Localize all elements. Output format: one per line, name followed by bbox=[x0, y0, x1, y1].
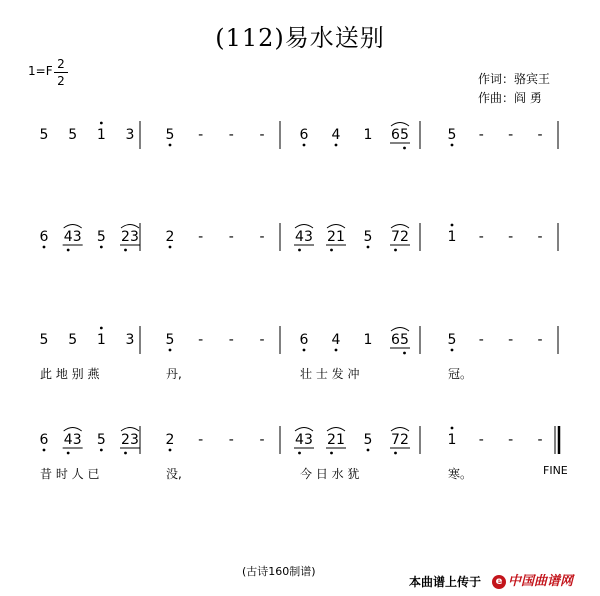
slur-arc bbox=[391, 328, 409, 332]
song-title: (112)易水送别 bbox=[215, 24, 385, 52]
note-digit: 2 bbox=[121, 432, 130, 448]
dash-extension: - bbox=[259, 332, 265, 348]
note-digit: 5 bbox=[39, 127, 49, 143]
note-digit: 1 bbox=[96, 332, 106, 348]
footer-note: (古诗160制谱) bbox=[242, 565, 316, 578]
lyric-text: 丹, bbox=[166, 367, 182, 381]
dash-extension: - bbox=[228, 229, 234, 245]
dash-extension: - bbox=[198, 332, 204, 348]
octave-dot-below bbox=[403, 147, 406, 150]
note-digit: 2 bbox=[327, 432, 336, 448]
note-digit: 2 bbox=[400, 229, 409, 245]
note-digit: 4 bbox=[295, 432, 304, 448]
lyric-text: 壮 士 发 冲 bbox=[300, 367, 360, 381]
note-digit: 2 bbox=[400, 432, 409, 448]
note-digit: 5 bbox=[363, 229, 373, 245]
octave-dot-below bbox=[303, 349, 306, 352]
octave-dot-below bbox=[124, 452, 127, 455]
dash-extension: - bbox=[259, 127, 265, 143]
dash-extension: - bbox=[478, 127, 484, 143]
dash-extension: - bbox=[537, 332, 543, 348]
note-digit: 6 bbox=[299, 332, 309, 348]
note-digit: 3 bbox=[304, 229, 313, 245]
note-digit: 1 bbox=[336, 229, 345, 245]
lyric-text: 没, bbox=[166, 467, 182, 481]
note-digit: 3 bbox=[130, 229, 139, 245]
time-denominator: 2 bbox=[57, 74, 65, 88]
octave-dot-below bbox=[169, 449, 172, 452]
octave-dot-below bbox=[330, 452, 333, 455]
slur-arc bbox=[64, 225, 82, 229]
note-digit: 1 bbox=[336, 432, 345, 448]
octave-dot-below bbox=[67, 249, 70, 252]
octave-dot-below bbox=[335, 349, 338, 352]
key-signature: 1=F bbox=[28, 64, 53, 78]
note-digit: 5 bbox=[96, 432, 106, 448]
note-digit: 5 bbox=[400, 332, 409, 348]
note-digit: 2 bbox=[165, 229, 175, 245]
note-digit: 6 bbox=[391, 332, 400, 348]
note-digit: 6 bbox=[39, 432, 49, 448]
note-digit: 7 bbox=[391, 432, 400, 448]
slur-arc bbox=[391, 428, 409, 432]
site-logo[interactable] bbox=[492, 570, 573, 589]
octave-dot-below bbox=[330, 249, 333, 252]
octave-dot-below bbox=[335, 144, 338, 147]
slur-arc bbox=[327, 428, 345, 432]
dash-extension: - bbox=[537, 432, 543, 448]
dash-extension: - bbox=[478, 229, 484, 245]
octave-dot-above bbox=[100, 327, 103, 330]
dash-extension: - bbox=[508, 127, 514, 143]
site-logo-text: 中国曲谱网 bbox=[508, 574, 574, 589]
note-digit: 5 bbox=[363, 432, 373, 448]
logo-icon: e bbox=[492, 575, 506, 589]
lyric-text: 寒。 bbox=[448, 467, 473, 481]
dash-extension: - bbox=[228, 127, 234, 143]
octave-dot-above bbox=[451, 427, 454, 430]
note-digit: 4 bbox=[331, 127, 341, 143]
composer-credit: 作曲：阎 勇 bbox=[478, 91, 542, 105]
octave-dot-below bbox=[367, 246, 370, 249]
slur-arc bbox=[64, 428, 82, 432]
slur-arc bbox=[295, 428, 313, 432]
note-digit: 4 bbox=[63, 432, 73, 448]
lyric-text: 昔 时 人 已 bbox=[40, 467, 100, 481]
note-digit: 1 bbox=[447, 432, 457, 448]
dash-extension: - bbox=[508, 229, 514, 245]
note-digit: 3 bbox=[72, 432, 82, 448]
octave-dot-below bbox=[67, 452, 70, 455]
octave-dot-below bbox=[403, 352, 406, 355]
dash-extension: - bbox=[259, 432, 265, 448]
slur-arc bbox=[391, 123, 409, 127]
octave-dot-above bbox=[451, 224, 454, 227]
note-digit: 3 bbox=[125, 332, 135, 348]
lyric-text: 今 日 水 犹 bbox=[300, 467, 360, 481]
dash-extension: - bbox=[478, 332, 484, 348]
note-digit: 4 bbox=[331, 332, 341, 348]
octave-dot-below bbox=[43, 246, 46, 249]
dash-extension: - bbox=[228, 332, 234, 348]
dash-extension: - bbox=[508, 432, 514, 448]
time-numerator: 2 bbox=[57, 57, 65, 71]
note-digit: 5 bbox=[68, 127, 78, 143]
note-digit: 1 bbox=[447, 229, 457, 245]
lyricist-credit: 作词：骆宾王 bbox=[478, 72, 551, 86]
note-digit: 2 bbox=[327, 229, 336, 245]
slur-arc bbox=[391, 225, 409, 229]
note-digit: 3 bbox=[304, 432, 313, 448]
octave-dot-below bbox=[303, 144, 306, 147]
octave-dot-below bbox=[451, 349, 454, 352]
note-digit: 5 bbox=[165, 127, 175, 143]
octave-dot-below bbox=[394, 452, 397, 455]
note-digit: 1 bbox=[96, 127, 106, 143]
note-digit: 5 bbox=[447, 332, 457, 348]
note-digit: 4 bbox=[63, 229, 73, 245]
octave-dot-below bbox=[169, 349, 172, 352]
octave-dot-below bbox=[367, 449, 370, 452]
dash-extension: - bbox=[259, 229, 265, 245]
note-digit: 5 bbox=[447, 127, 457, 143]
note-digit: 5 bbox=[39, 332, 49, 348]
note-digit: 2 bbox=[121, 229, 130, 245]
note-digit: 5 bbox=[68, 332, 78, 348]
slur-arc bbox=[121, 225, 139, 229]
note-digit: 2 bbox=[165, 432, 175, 448]
note-digit: 5 bbox=[165, 332, 175, 348]
octave-dot-below bbox=[124, 249, 127, 252]
octave-dot-below bbox=[169, 246, 172, 249]
dash-extension: - bbox=[198, 229, 204, 245]
slur-arc bbox=[327, 225, 345, 229]
dash-extension: - bbox=[228, 432, 234, 448]
fine-marker: FINE bbox=[543, 464, 568, 477]
octave-dot-below bbox=[298, 452, 301, 455]
octave-dot-below bbox=[100, 246, 103, 249]
dash-extension: - bbox=[198, 432, 204, 448]
lyric-text: 冠。 bbox=[448, 367, 473, 381]
note-digit: 5 bbox=[400, 127, 409, 143]
note-digit: 3 bbox=[125, 127, 135, 143]
note-digit: 7 bbox=[391, 229, 400, 245]
octave-dot-above bbox=[100, 122, 103, 125]
octave-dot-below bbox=[100, 449, 103, 452]
octave-dot-below bbox=[394, 249, 397, 252]
dash-extension: - bbox=[537, 229, 543, 245]
octave-dot-below bbox=[169, 144, 172, 147]
note-digit: 4 bbox=[295, 229, 304, 245]
lyric-text: 此 地 别 燕 bbox=[40, 367, 100, 381]
note-digit: 5 bbox=[96, 229, 106, 245]
dash-extension: - bbox=[508, 332, 514, 348]
note-digit: 6 bbox=[391, 127, 400, 143]
note-digit: 6 bbox=[299, 127, 309, 143]
note-digit: 1 bbox=[363, 127, 373, 143]
note-digit: 3 bbox=[72, 229, 82, 245]
note-digit: 1 bbox=[363, 332, 373, 348]
dash-extension: - bbox=[198, 127, 204, 143]
note-digit: 6 bbox=[39, 229, 49, 245]
dash-extension: - bbox=[537, 127, 543, 143]
note-digit: 3 bbox=[130, 432, 139, 448]
slur-arc bbox=[295, 225, 313, 229]
octave-dot-below bbox=[43, 449, 46, 452]
dash-extension: - bbox=[478, 432, 484, 448]
upload-text: 本曲谱上传于 bbox=[409, 575, 482, 589]
slur-arc bbox=[121, 428, 139, 432]
octave-dot-below bbox=[298, 249, 301, 252]
octave-dot-below bbox=[451, 144, 454, 147]
